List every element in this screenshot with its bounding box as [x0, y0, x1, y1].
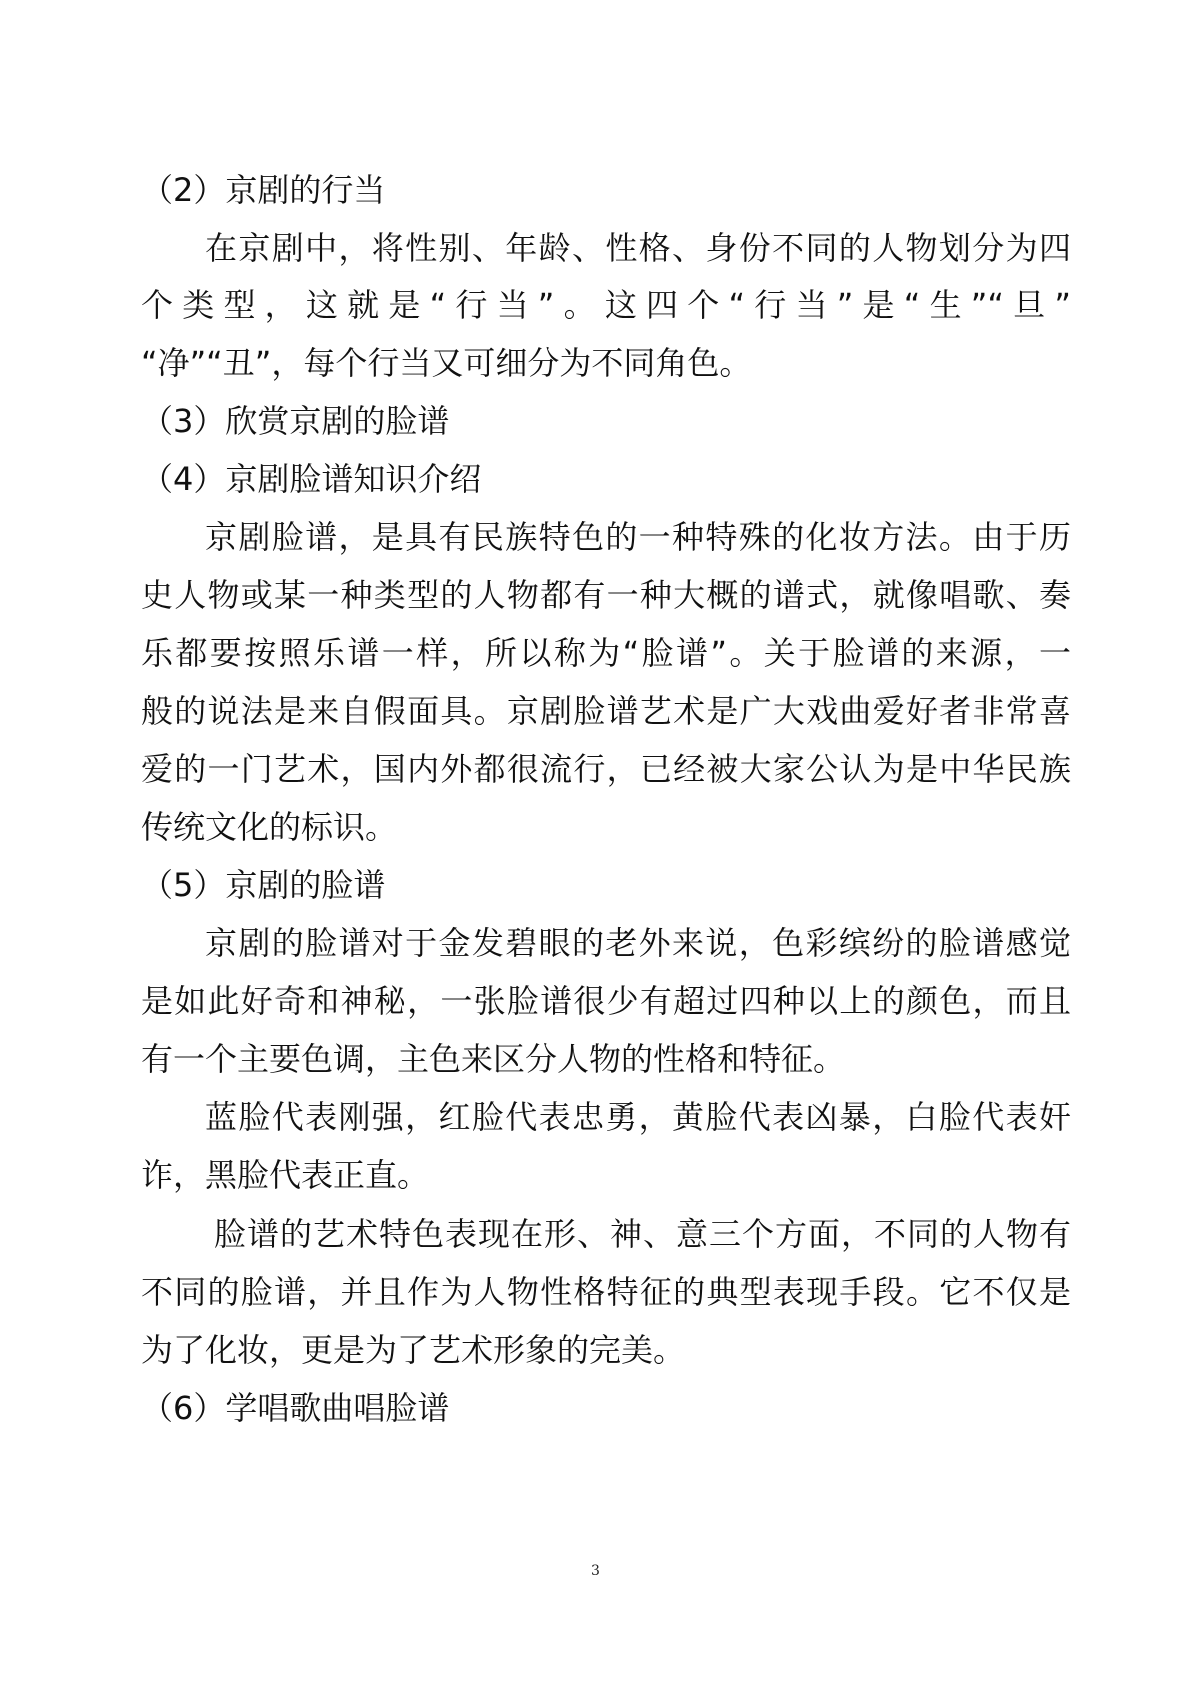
paragraph-line: 乐都要按照乐谱一样，所以称为“脸谱”。关于脸谱的来源，一 [141, 634, 1071, 672]
page-number: 3 [591, 1563, 600, 1579]
paragraph-line: 般的说法是来自假面具。京剧脸谱艺术是广大戏曲爱好者非常喜 [141, 692, 1071, 730]
paragraph-line: 不同的脸谱，并且作为人物性格特征的典型表现手段。它不仅是 [141, 1273, 1071, 1311]
paragraph-line: 京剧脸谱，是具有民族特色的一种特殊的化妆方法。由于历 [205, 518, 1071, 556]
paragraph-line: 京剧的脸谱对于金发碧眼的老外来说，色彩缤纷的脸谱感觉 [205, 924, 1071, 962]
paragraph-line: 是如此好奇和神秘，一张脸谱很少有超过四种以上的颜色，而且 [141, 982, 1071, 1020]
paragraph-line: 史人物或某一种类型的人物都有一种大概的谱式，就像唱歌、奏 [141, 576, 1071, 614]
paragraph-line: 在京剧中，将性别、年龄、性格、身份不同的人物划分为四 [205, 229, 1071, 267]
paragraph-line: 诈，黑脸代表正直。 [141, 1156, 430, 1194]
paragraph-line: 传统文化的标识。 [141, 808, 398, 846]
paragraph-line: 个类型，这就是“行当”。这四个“行当”是“生”“旦” [141, 286, 1071, 324]
paragraph-line: 为了化妆，更是为了艺术形象的完美。 [141, 1331, 686, 1369]
section-heading-6: （6）学唱歌曲唱脸谱 [141, 1389, 450, 1427]
paragraph-line: 脸谱的艺术特色表现在形、神、意三个方面，不同的人物有 [214, 1215, 1071, 1253]
paragraph-line: 蓝脸代表刚强，红脸代表忠勇，黄脸代表凶暴，白脸代表奸 [205, 1098, 1071, 1136]
paragraph-line: 有一个主要色调，主色来区分人物的性格和特征。 [141, 1040, 846, 1078]
section-heading-5: （5）京剧的脸谱 [141, 866, 386, 904]
paragraph-line: “净”“丑”，每个行当又可细分为不同角色。 [141, 344, 752, 382]
section-heading-4: （4）京剧脸谱知识介绍 [141, 460, 482, 498]
section-heading-3: （3）欣赏京剧的脸谱 [141, 402, 450, 440]
section-heading-2: （2）京剧的行当 [141, 171, 386, 209]
paragraph-line: 爱的一门艺术，国内外都很流行，已经被大家公认为是中华民族 [141, 750, 1071, 788]
